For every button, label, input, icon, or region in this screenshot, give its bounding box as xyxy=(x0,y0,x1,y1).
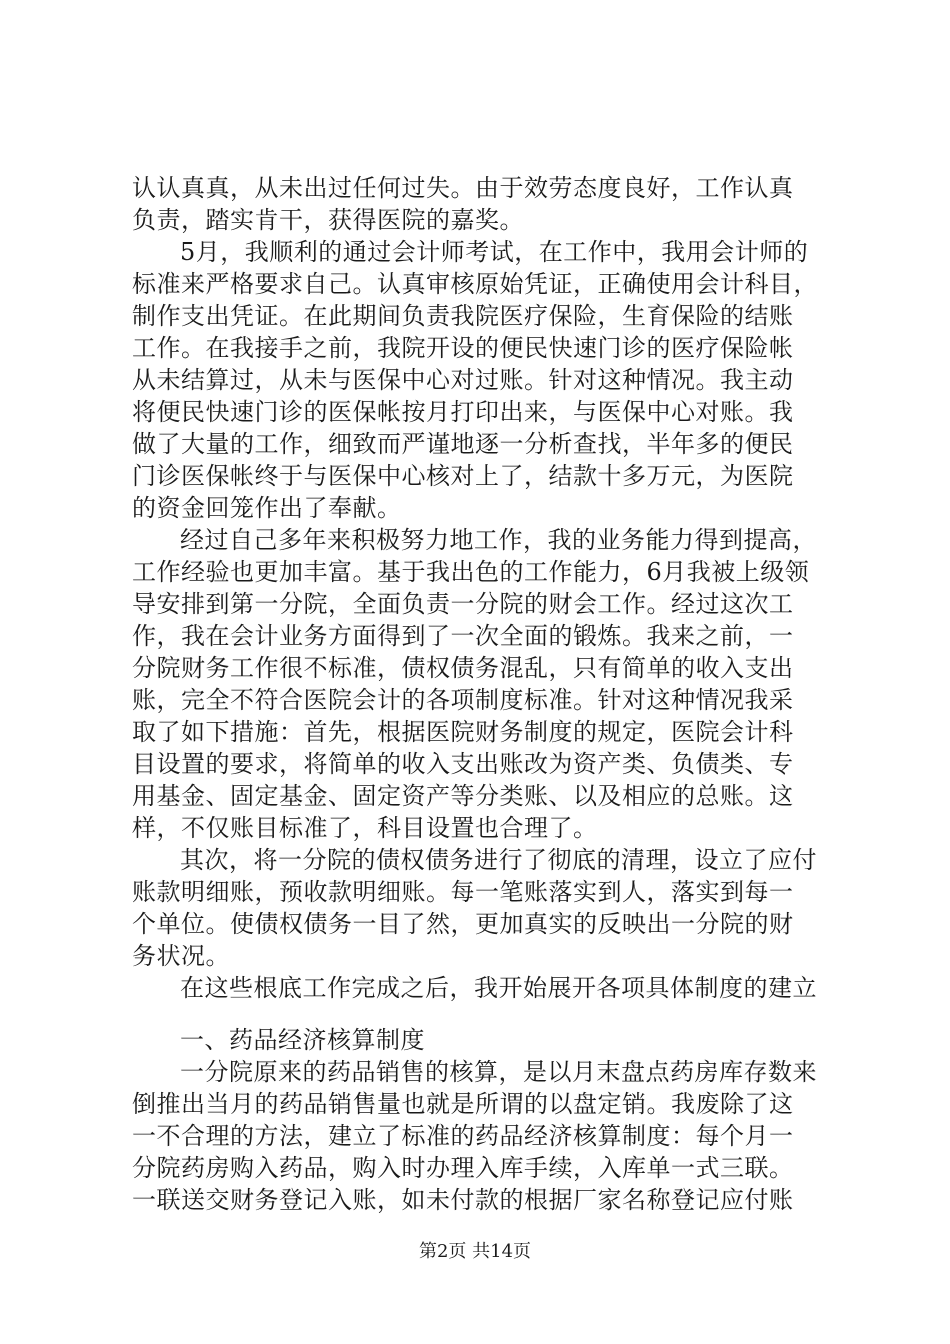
document-body xyxy=(132,172,832,1216)
text-line: 分院财务工作很不标准，债权债务混乱，只有简单的收入支出 xyxy=(132,654,794,682)
text-line: 倒推出当月的药品销售量也就是所谓的以盘定销。我废除了这 xyxy=(132,1090,794,1118)
paragraph-start-line: 经过自己多年来积极努力地工作，我的业务能力得到提高， xyxy=(180,526,817,554)
text-line: 负责，踏实肯干，获得医院的嘉奖。 xyxy=(132,206,524,234)
text-line: 一联送交财务登记入账，如未付款的根据厂家名称登记应付账 xyxy=(132,1186,794,1214)
text-line: 门诊医保帐终于与医保中心核对上了，结款十多万元，为医院 xyxy=(132,462,794,490)
text-line: 作，我在会计业务方面得到了一次全面的锻炼。我来之前，一 xyxy=(132,622,794,650)
paragraph-start-line: 其次，将一分院的债权债务进行了彻底的清理，设立了应付 xyxy=(180,846,817,874)
text-line: 取了如下措施：首先，根据医院财务制度的规定，医院会计科 xyxy=(132,718,794,746)
text-line: 制作支出凭证。在此期间负责我院医疗保险，生育保险的结账 xyxy=(132,302,794,330)
paragraph-start-line: 一分院原来的药品销售的核算，是以月末盘点药房库存数来 xyxy=(180,1058,817,1086)
text-line: 做了大量的工作，细致而严谨地逐一分析查找，半年多的便民 xyxy=(132,430,794,458)
paragraph-start-line: 在这些根底工作完成之后，我开始展开各项具体制度的建立 xyxy=(180,974,817,1002)
text-line: 一不合理的方法，建立了标准的药品经济核算制度：每个月一 xyxy=(132,1122,794,1150)
text-line: 的资金回笼作出了奉献。 xyxy=(132,494,402,522)
text-line: 账款明细账，预收款明细账。每一笔账落实到人，落实到每一 xyxy=(132,878,794,906)
text-line: 账，完全不符合医院会计的各项制度标准。针对这种情况我采 xyxy=(132,686,794,714)
paragraph-gap xyxy=(132,1004,832,1024)
paragraph-start-line: 5月，我顺利的通过会计师考试，在工作中，我用会计师的 xyxy=(180,238,809,266)
text-line: 标准来严格要求自己。认真审核原始凭证，正确使用会计科目， xyxy=(132,270,818,298)
page-number-footer: 第2页 共14页 xyxy=(418,1241,532,1262)
text-line: 目设置的要求，将简单的收入支出账改为资产类、负债类、专 xyxy=(132,750,794,778)
text-line: 样，不仅账目标准了，科目设置也合理了。 xyxy=(132,814,598,842)
text-line: 用基金、固定基金、固定资产等分类账、以及相应的总账。这 xyxy=(132,782,794,810)
text-line: 认认真真，从未出过任何过失。由于效劳态度良好，工作认真 xyxy=(132,174,794,202)
text-line: 从未结算过，从未与医保中心对过账。针对这种情况。我主动 xyxy=(132,366,794,394)
text-line: 分院药房购入药品，购入时办理入库手续，入库单一式三联。 xyxy=(132,1154,794,1182)
text-line: 将便民快速门诊的医保帐按月打印出来，与医保中心对账。我 xyxy=(132,398,794,426)
text-line: 工作。在我接手之前，我院开设的便民快速门诊的医疗保险帐 xyxy=(132,334,794,362)
section-heading: 一、药品经济核算制度 xyxy=(180,1026,425,1054)
text-line: 务状况。 xyxy=(132,942,230,970)
text-line: 工作经验也更加丰富。基于我出色的工作能力，6月我被上级领 xyxy=(132,558,810,586)
text-line: 导安排到第一分院，全面负责一分院的财会工作。经过这次工 xyxy=(132,590,794,618)
text-line: 个单位。使债权债务一目了然，更加真实的反映出一分院的财 xyxy=(132,910,794,938)
